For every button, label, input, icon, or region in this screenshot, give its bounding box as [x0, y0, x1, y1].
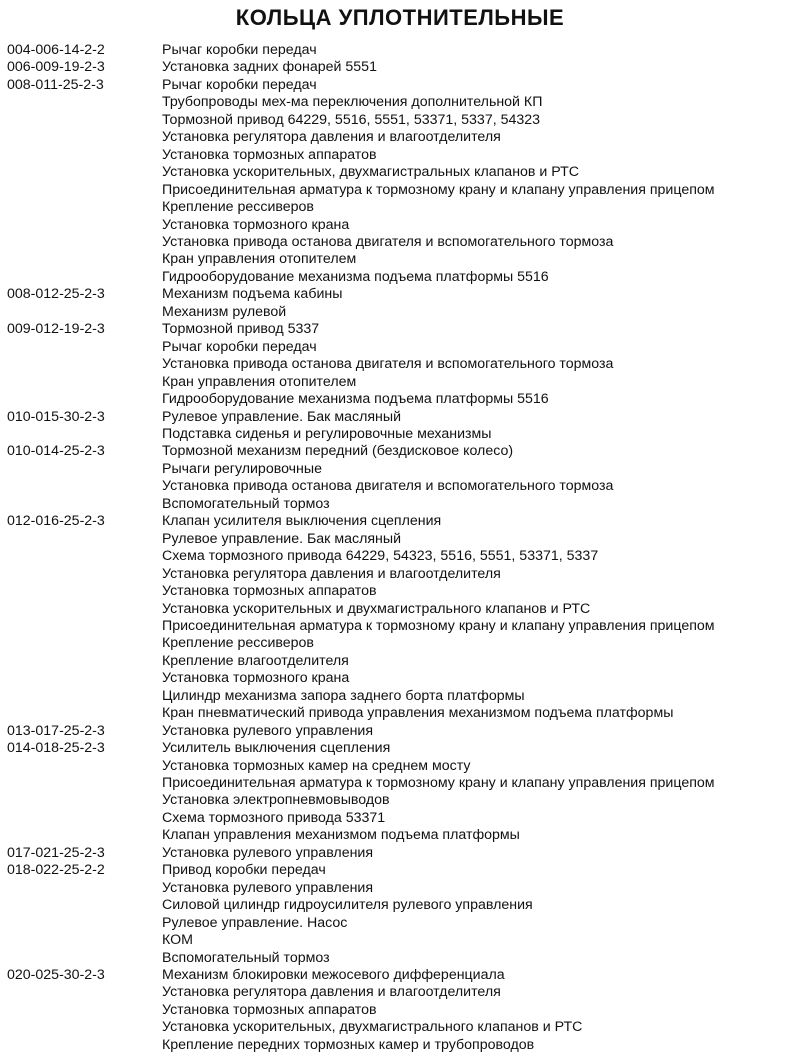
part-applications [162, 740, 800, 845]
part-applications [162, 862, 800, 967]
part-group [0, 42, 800, 59]
part-applications [162, 723, 800, 740]
part-group [0, 740, 800, 845]
application-item: Установка привода останова двигателя и вспомогательного тормоза [162, 356, 614, 373]
part-number: 006-009-19-2-3 [7, 59, 105, 76]
application-item: Клапан управления механизмом подъема платформы [162, 827, 520, 844]
application-item: Гидрооборудование механизма подъема платформы 5516 [162, 268, 549, 285]
application-item: Установка привода останова двигателя и вспомогательного тормоза [162, 233, 614, 250]
application-item: Рычаг коробки передач [162, 338, 317, 355]
part-group [0, 845, 800, 862]
part-number: 010-015-30-2-3 [7, 408, 105, 425]
part-group [0, 77, 800, 286]
application-item: Крепление рессиверов [162, 635, 314, 652]
application-item: Установка электропневмовыводов [162, 792, 390, 809]
part-group [0, 59, 800, 76]
application-item: Присоединительная арматура к тормозному крану и клапану управления прицепом [162, 775, 715, 792]
application-item: Вспомогательный тормоз [162, 495, 330, 512]
application-item: Крепление рессиверов [162, 199, 314, 216]
application-item: Рычаг коробки передач [162, 42, 317, 58]
application-item: Установка ускорительных и двухмагистрального клапанов и РТС [162, 600, 591, 617]
part-applications [162, 42, 800, 59]
application-item: Установка ускорительных, двухмагистрального клапанов и РТС [162, 1019, 583, 1036]
application-item: Присоединительная арматура к тормозному крану и клапану управления прицепом [162, 617, 715, 634]
application-item: Установка регулятора давления и влагоотделителя [162, 984, 501, 1001]
application-item: Установка тормозных аппаратов [162, 583, 377, 600]
application-item: Тормозной механизм передний (бездисковое колесо) [162, 443, 514, 460]
application-item: Крепление передних тормозных камер и трубопроводов [162, 1036, 535, 1053]
part-number: 008-011-25-2-3 [7, 76, 104, 93]
application-item: Кран пневматический привода управления механизмом подъема платформы [162, 705, 674, 722]
application-item: Крепление влагоотделителя [162, 652, 349, 669]
part-group [0, 862, 800, 967]
part-applications [162, 321, 800, 408]
part-number: 017-021-25-2-3 [7, 844, 105, 861]
application-item: Схема тормозного привода 53371 [162, 809, 386, 826]
application-item: Кран управления отопителем [162, 251, 357, 268]
part-number: 020-025-30-2-3 [7, 967, 105, 984]
application-item: КОМ [162, 932, 193, 949]
application-item: Присоединительная арматура к тормозному крану и клапану управления прицепом [162, 181, 715, 198]
application-item: Установка тормозных камер на среднем мосту [162, 757, 471, 774]
application-item: Рычаг коробки передач [162, 76, 317, 93]
application-item: Установка регулятора давления и влагоотделителя [162, 129, 501, 146]
part-applications [162, 409, 800, 444]
part-group [0, 967, 800, 1054]
part-group [0, 513, 800, 722]
part-number: 004-006-14-2-2 [7, 42, 105, 58]
application-item: Рулевое управление. Бак масляный [162, 530, 401, 547]
part-applications [162, 59, 800, 76]
application-item: Трубопроводы мех-ма переключения дополнительной КП [162, 94, 543, 111]
application-item: Гидрооборудование механизма подъема платформы 5516 [162, 391, 549, 408]
application-item: Установка тормозного крана [162, 670, 350, 687]
part-number: 009-012-19-2-3 [7, 321, 105, 338]
application-item: Механизм рулевой [162, 303, 287, 320]
part-number: 018-022-25-2-2 [7, 862, 105, 879]
application-item: Механизм подъема кабины [162, 286, 343, 303]
part-group [0, 321, 800, 408]
part-group [0, 286, 800, 321]
application-item: Вспомогательный тормоз [162, 949, 330, 966]
application-item: Установка привода останова двигателя и вспомогательного тормоза [162, 478, 614, 495]
application-item: Установка рулевого управления [162, 722, 374, 739]
part-applications [162, 443, 800, 513]
application-item: Схема тормозного привода 64229, 54323, 5516, 5551, 53371, 5337 [162, 548, 599, 565]
application-item: Установка задних фонарей 5551 [162, 59, 377, 76]
application-item: Тормозной привод 5337 [162, 321, 320, 338]
application-item: Установка рулевого управления [162, 844, 374, 861]
application-item: Установка тормозных аппаратов [162, 1001, 377, 1018]
application-item: Усилитель выключения сцепления [162, 740, 391, 757]
application-item: Рулевое управление. Бак масляный [162, 408, 401, 425]
application-item: Установка регулятора давления и влагоотделителя [162, 565, 501, 582]
application-item: Тормозной привод 64229, 5516, 5551, 53371, 5337, 54323 [162, 111, 541, 128]
part-applications [162, 967, 800, 1054]
application-item: Установка ускорительных, двухмагистральных клапанов и РТС [162, 164, 579, 181]
part-group [0, 723, 800, 740]
part-number: 008-012-25-2-3 [7, 286, 105, 303]
part-number: 014-018-25-2-3 [7, 740, 105, 757]
application-item: Рычаги регулировочные [162, 460, 322, 477]
part-group [0, 443, 800, 513]
application-item: Установка рулевого управления [162, 879, 374, 896]
part-group [0, 409, 800, 444]
application-item: Рулевое управление. Насос [162, 914, 348, 931]
application-item: Установка тормозных аппаратов [162, 146, 377, 163]
application-item: Установка тормозного крана [162, 216, 350, 233]
application-item: Силовой цилиндр гидроусилителя рулевого управления [162, 897, 533, 914]
part-applications [162, 513, 800, 722]
part-applications [162, 845, 800, 862]
application-item: Подставка сиденья и регулировочные механизмы [162, 425, 492, 442]
part-applications [162, 286, 800, 321]
part-number: 013-017-25-2-3 [7, 722, 105, 739]
page-title: КОЛЬЦА УПЛОТНИТЕЛЬНЫЕ [235, 5, 565, 30]
application-item: Механизм блокировки межосевого дифференциала [162, 967, 505, 984]
part-applications [162, 77, 800, 286]
application-item: Клапан усилителя выключения сцепления [162, 513, 442, 530]
application-item: Кран управления отопителем [162, 373, 357, 390]
part-number: 012-016-25-2-3 [7, 513, 105, 530]
application-item: Привод коробки передач [162, 862, 326, 879]
part-number: 010-014-25-2-3 [7, 443, 105, 460]
parts-list [0, 42, 800, 1054]
application-item: Цилиндр механизма запора заднего борта платформы [162, 687, 525, 704]
